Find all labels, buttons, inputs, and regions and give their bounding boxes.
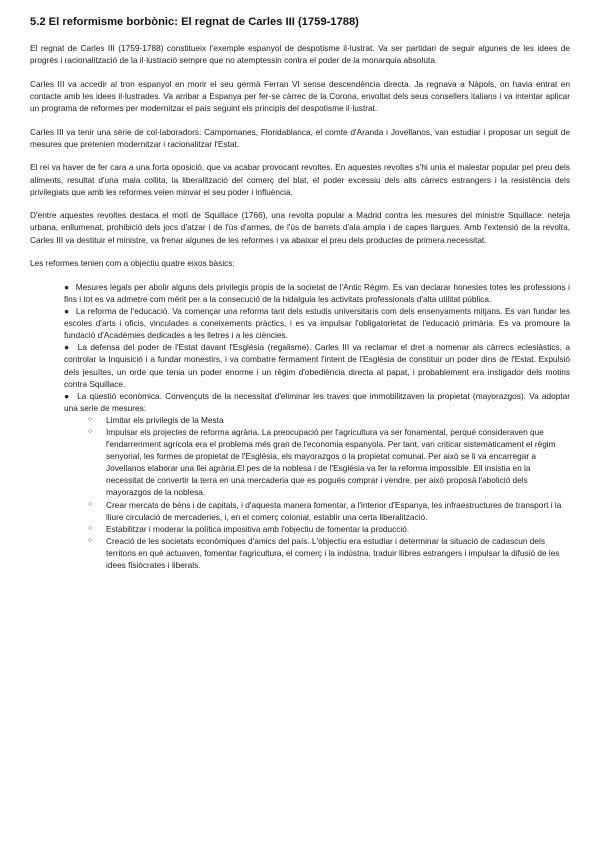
bullet-icon: ● xyxy=(64,342,71,353)
circle-bullet-icon: ○ xyxy=(88,500,93,508)
bullet-icon: ● xyxy=(64,281,70,292)
circle-bullet-icon: ○ xyxy=(88,415,93,423)
sub-list-item-text: Estabilitzar i moderar la política impositiva amb l'objectiu de fomentar la producció. xyxy=(106,523,410,534)
paragraph-reforms-intro: Les reformes tenien com a objectiu quatre eixos bàsics: xyxy=(30,258,235,269)
list-item-text: La reforma de l'educació. Va començar una reforma tant dels estudis universitaris com dels ensenyaments mitjans. Es van fundar les escoles d'arts i oficis, vinculades a coneixements pràctics, i es va impulsar l'obligatorietat de l'educació primària. Es va promoure la fundació d'Acadèmies dedicades a les lletres i a les ciències. xyxy=(64,306,570,341)
reforms-list xyxy=(30,281,570,571)
list-item xyxy=(64,305,570,341)
sub-list-item-text: Impulsar els projectes de reforma agrària. La preocupació per l'agricultura va ser fonamental, perquè consideraven que l'endarreriment agrícola era el problema més gran de l'economia espanyola. Per tant, van criticar sistemàticament el règim senyorial, les formes de propietat de l'Església, els mayorazgos o la propietat comunal. Per això se li va encarregar a Jovellanos elaborar una llei agrària.El pes de la noblesa i de l'Església va fer la reforma impossible. Ell insistia en la necessitat de convertir la terra en una mercaderia que es pogués comprar i vendre, per això proposà l'abolició dels mayorazgos de la noblesa. xyxy=(106,427,556,498)
sub-list-item xyxy=(88,523,570,535)
list-item-text: La defensa del poder de l'Estat davant l'Església (regalisme). Carles III va reclamar el dret a nomenar als càrrecs eclesiàstics, a controlar la Inquisició i a fundar monestirs, i va combatre fermament l'intent de l'Església de constituir un poder dins de l'Estat. Expulsió dels jesuïtes, un orde que tenia un poder enorme i un règim d'obediència directa al papat, i probablement era instigador dels motins contra Squillace. xyxy=(64,342,571,389)
sub-list-item-text: Creació de les societats econòmiques d'amics del país. L'objectiu era estudiar i determinar la situació de cadascun dels territoris en què actuaven, fomentar l'agricultura, el comerç i la indústria, traduir llibres estrangers i impulsar la difusió de les idees fisiòcrates i liberals. xyxy=(106,535,560,571)
bullet-icon: ● xyxy=(64,306,70,317)
list-item xyxy=(64,341,570,389)
list-item-text: La qüestió econòmica. Convençuts de la necessitat d'eliminar les traves que immobilitzaven la propietat (mayorazgos). Va adoptar una serie de mesures: xyxy=(64,390,571,413)
list-item-text: Mesures legals per abolir alguns dels privilegis propis de la societat de l'Antic Règim. Es van declarar honestes totes les professions i fins i tot es va admetre com mèrit per a la consecució de la hidalguia les activitats professionals d'alta utilitat pública. xyxy=(64,281,570,304)
circle-bullet-icon: ○ xyxy=(88,536,93,544)
sub-list-item-text: Crear mercats de béns i de capitals, i d'aquesta manera fomentar, a l'interior d'Espanya, les infraestructures de transport i la lliure circulació de mercaderies, i, en el comerç colonial, establir una certa liberalització. xyxy=(106,499,562,522)
paragraph-squillace: D'entre aquestes revoltes destaca el motí de Squillace (1766), una revolta popular a Madrid contra les mesures del ministre Squillace: neteja urbana, enllumenat, prohibició dels jocs d'atzar i de l'ús d'armes, de l'ús de barrets d'ala ampla i de capes llargues. Amb l'extensió de la revolta, Carles III va destituir el ministre, va frenar algunes de les reformes i va abaixar el preu dels productes de primera necessitat. xyxy=(30,210,570,245)
bullet-icon: ● xyxy=(64,390,70,401)
list-item xyxy=(64,390,570,571)
circle-bullet-icon: ○ xyxy=(88,428,93,435)
paragraph-intro: El regnat de Carles III (1759-1788) constitueix l’exemple espanyol de despotisme il·lustrat. Va ser partidari de seguir algunes de les idees de progrés i racionalització de la il·lustració sempre que no atemptessin contra el poder de la monarquia absoluta. xyxy=(30,43,570,66)
paragraph-accession: Carles III va accedir al tron espanyol en morir el seu germà Ferran VI sense descendència directa. Ja regnava a Nàpols, on havia entrat en contacte amb les idees il·lustrades. Va arribar a Espanya per fer-se càrrec de la Corona, envoltat dels seus consellers italians i va intentar aplicar un programa de reformes per modernitzar el país seguint els principis del despotisme il·lustrat. xyxy=(30,78,570,113)
paragraph-opposition: El rei va haver de fer cara a una forta oposició, que va acabar provocant revoltes. En aquestes revoltes s'hi unia el malestar popular pel preu dels aliments, resultat d'una mala collita, la liberalització del comerç del blat, el poder excessiu dels alts càrrecs estrangers i la resistència dels privilegiats que amb les reformes veien minvar el seu poder i influència. xyxy=(30,162,570,197)
sub-list-item xyxy=(88,426,570,499)
page-title: 5.2 El reformisme borbònic: El regnat de Carles III (1759-1788) xyxy=(30,16,359,28)
sub-list-item xyxy=(88,535,570,571)
list-item xyxy=(64,281,570,305)
sub-list-item-text: Limitar els privilegis de la Mesta xyxy=(106,414,224,425)
sub-list-item xyxy=(88,414,570,426)
economic-measures-list xyxy=(64,414,570,571)
paragraph-collaborators: Carles III va tenir una sèrie de col·laboradors: Campomanes, Floridablanca, el comte d'Aranda i Jovellanos, van estudiar i proposar un seguit de mesures que pretenien modernitzar i racionalitzar l'Estat. xyxy=(30,126,570,149)
sub-list-item xyxy=(88,499,570,523)
circle-bullet-icon: ○ xyxy=(88,524,93,532)
